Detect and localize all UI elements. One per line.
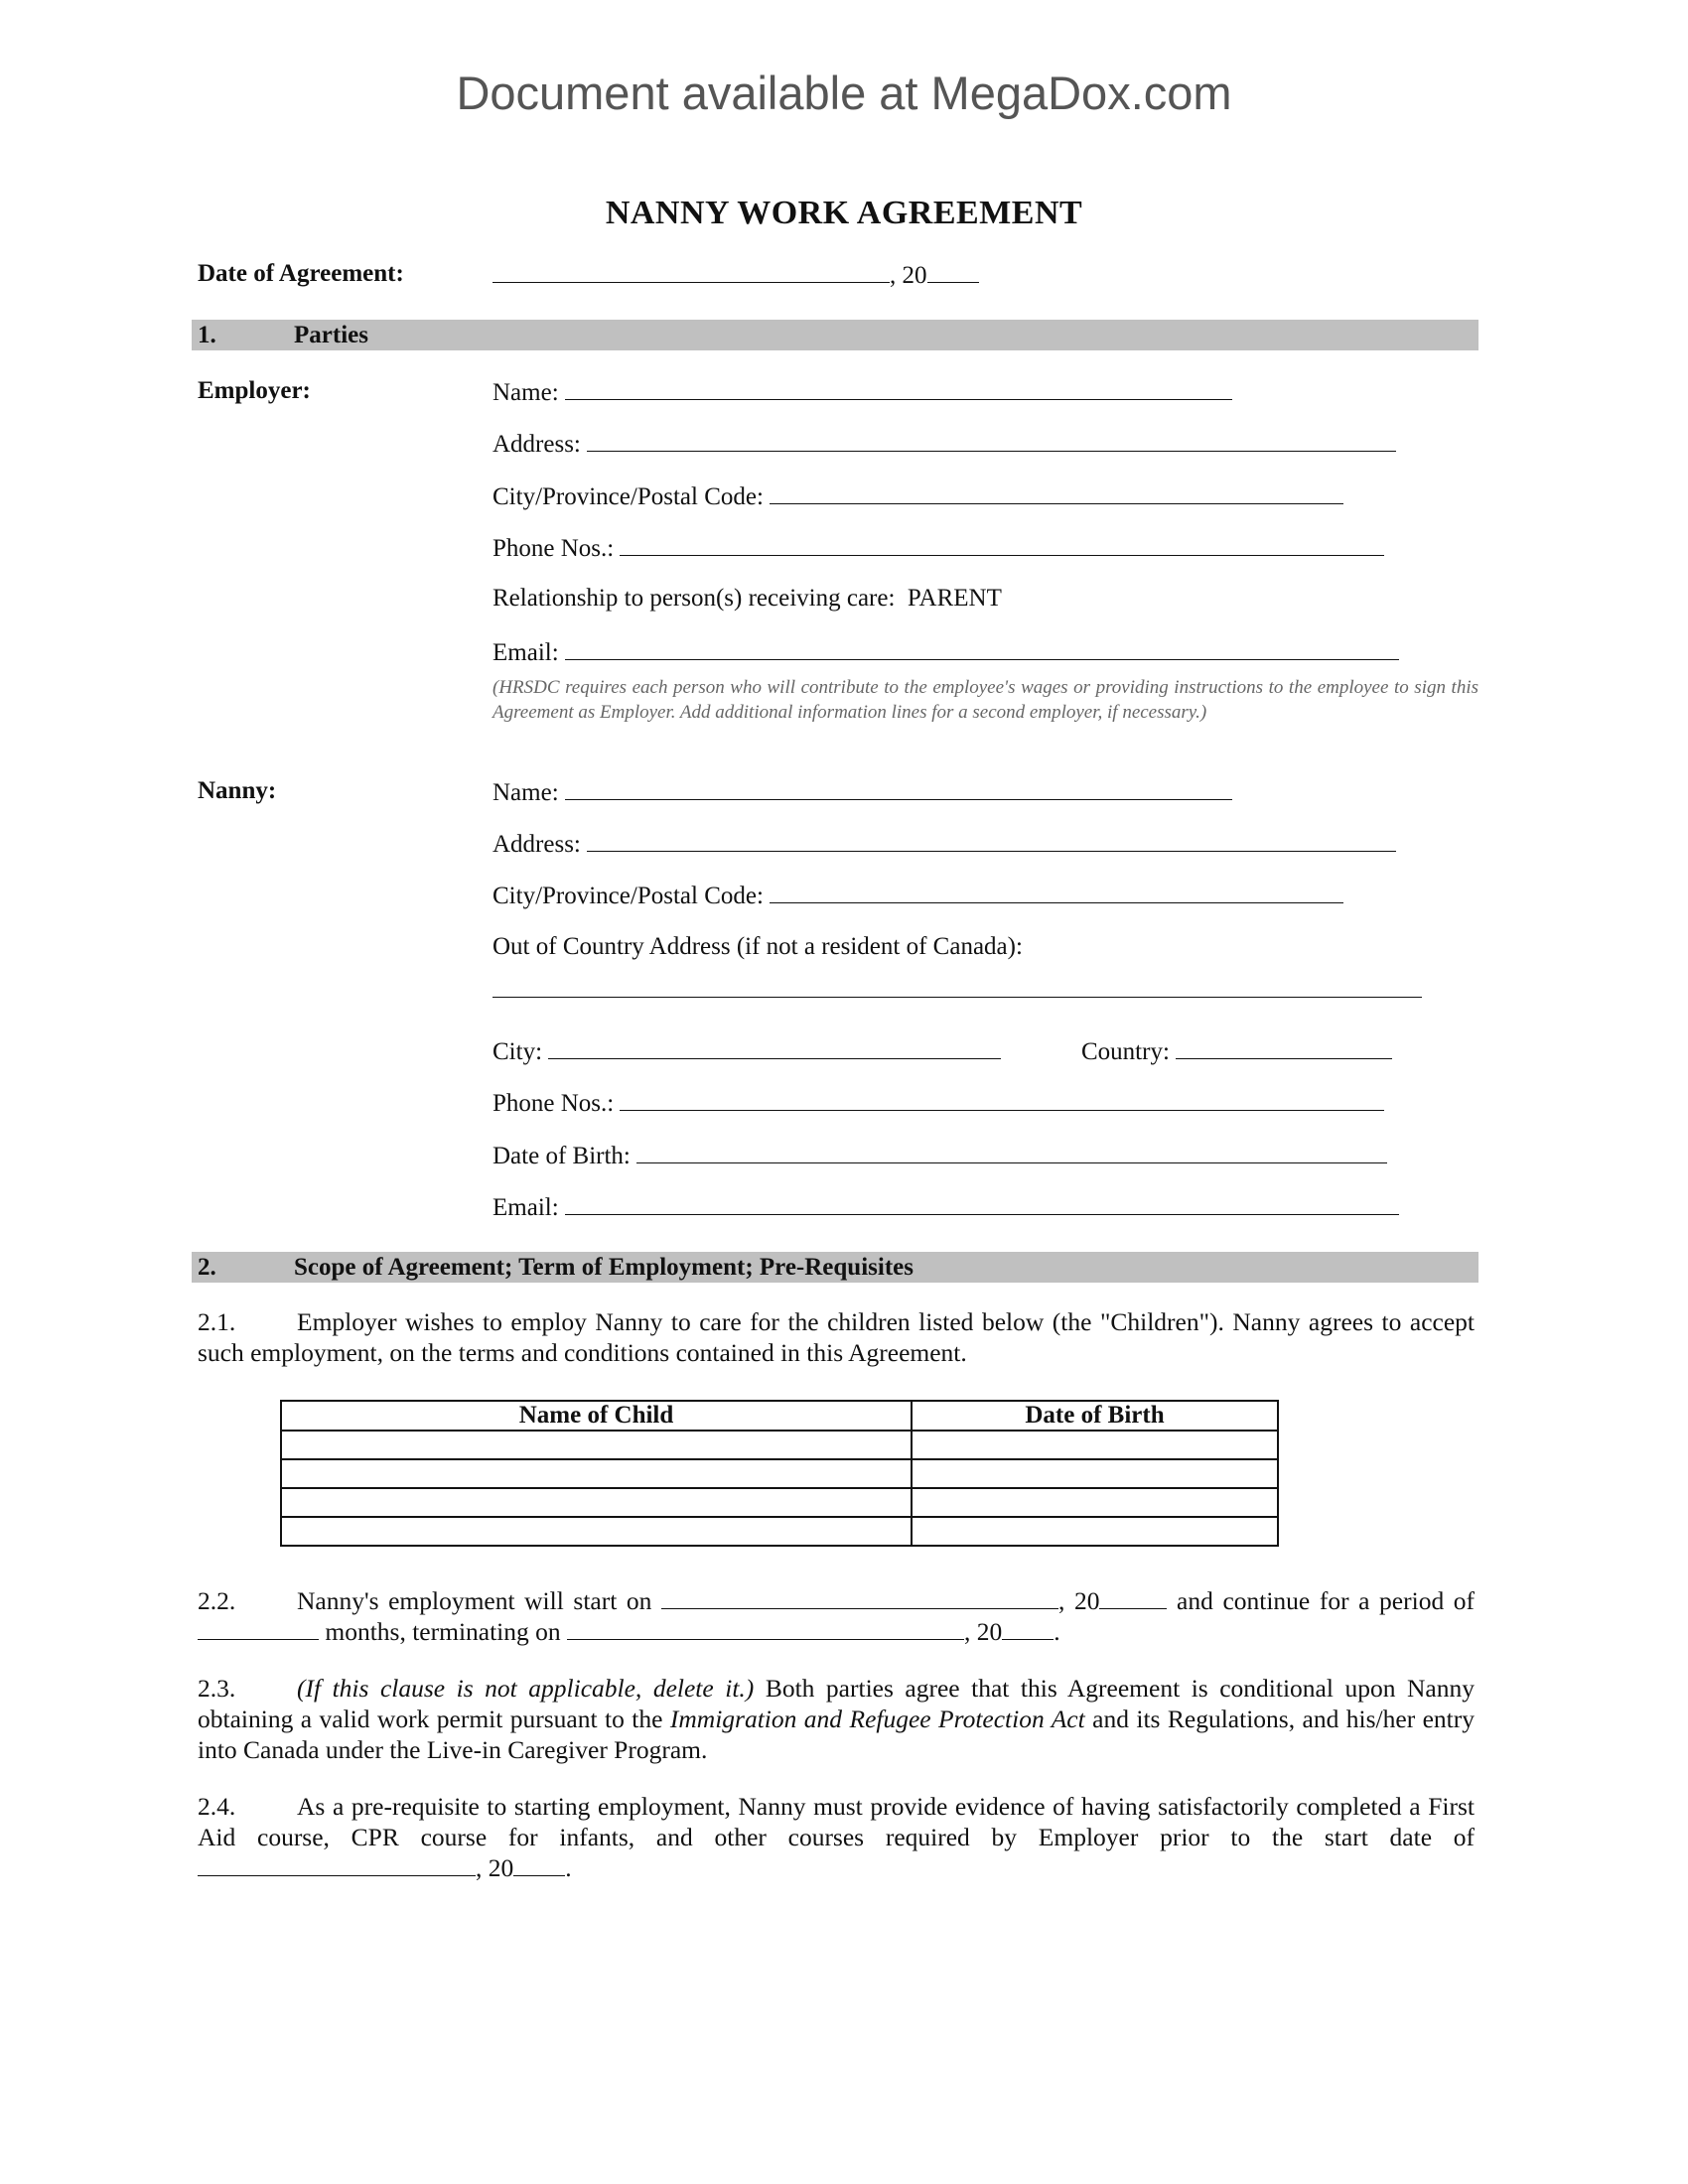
child-name-cell[interactable] [281,1459,912,1488]
relationship-value: PARENT [907,585,1002,612]
start-date-field[interactable] [661,1586,1058,1609]
column-header: Name of Child [281,1401,912,1431]
employer-email-field[interactable]: Email: [492,637,1399,667]
clause-2-3: 2.3. (If this clause is not applicable, delete it.) Both parties agree that this Agreement is conditional upon Nanny obtaining a valid work permit pursuant to the Immigration and Refugee Protection Act and its Regulations, and his/her entry into Canada under the Live-in Caregiver Program. [198,1674,1476,1764]
start-year-field[interactable] [1099,1586,1167,1609]
child-dob-cell[interactable] [912,1517,1278,1546]
nanny-name-field[interactable]: Name: [492,777,1232,807]
nanny-address-field[interactable]: Address: [492,829,1396,859]
table-row [281,1488,1278,1517]
document-title: NANNY WORK AGREEMENT [605,195,1083,231]
child-dob-cell[interactable] [912,1488,1278,1517]
clause-2-2: 2.2. Nanny's employment will start on , 20 and continue for a period of months, terminating on , 20 . [198,1586,1476,1646]
course-year-field[interactable] [513,1853,565,1876]
table-row [281,1517,1278,1546]
children-table [280,1400,1279,1547]
clause-2-1: 2.1. Employer wishes to employ Nanny to care for the children listed below (the "Children"). Nanny agrees to accept such employment, on the terms and conditions contained in this Agreement. [198,1307,1475,1367]
nanny-foreign-city-field[interactable]: City: [492,1036,1001,1066]
section-number: 1. [198,322,216,348]
employer-name-field[interactable]: Name: [492,377,1232,407]
section-1-header [192,320,1478,350]
child-name-cell[interactable] [281,1517,912,1546]
megadox-banner: Document available at MegaDox.com [456,67,1232,119]
section-heading: Scope of Agreement; Term of Employment; Pre-Requisites [294,1254,914,1281]
end-date-field[interactable] [567,1617,964,1640]
hrsdc-note: (HRSDC requires each person who will contribute to the employee's wages or providing instructions to the employee to sign this Agreement as Employer. Add additional information lines for a second employer, if necessary.) [492,677,1478,723]
months-field[interactable] [198,1617,319,1640]
section-number: 2. [198,1254,216,1281]
nanny-email-field[interactable]: Email: [492,1192,1399,1222]
nanny-city-field[interactable]: City/Province/Postal Code: [492,881,1343,910]
course-date-field[interactable] [198,1853,476,1876]
employer-label: Employer: [198,377,311,404]
employer-phone-field[interactable]: Phone Nos.: [492,533,1384,563]
out-of-country-address-field[interactable] [492,997,1422,998]
section-heading: Parties [294,322,368,348]
clause-2-4: 2.4. As a pre-requisite to starting employment, Nanny must provide evidence of having satisfactorily completed a First Aid course, CPR course for infants, and other courses required by Employer prior to the start date of , 20 . [198,1792,1475,1882]
table-row [281,1459,1278,1488]
column-header: Date of Birth [912,1401,1278,1431]
employer-address-field[interactable]: Address: [492,429,1396,459]
section-2-header [192,1252,1478,1283]
child-name-cell[interactable] [281,1431,912,1459]
nanny-dob-field[interactable]: Date of Birth: [492,1141,1387,1170]
child-name-cell[interactable] [281,1488,912,1517]
table-row [281,1431,1278,1459]
nanny-phone-field[interactable]: Phone Nos.: [492,1088,1384,1118]
employer-city-field[interactable]: City/Province/Postal Code: [492,481,1343,511]
child-dob-cell[interactable] [912,1431,1278,1459]
nanny-country-field[interactable]: Country: [1081,1036,1392,1066]
date-of-agreement-label: Date of Agreement: [198,260,404,287]
end-year-field[interactable] [1002,1617,1054,1640]
out-of-country-label: Out of Country Address (if not a resident of Canada): [492,933,1023,960]
employer-relationship: Relationship to person(s) receiving care: PARENT [492,585,1002,612]
nanny-label: Nanny: [198,777,277,804]
child-dob-cell[interactable] [912,1459,1278,1488]
date-of-agreement-field[interactable]: , 20 [492,260,979,290]
